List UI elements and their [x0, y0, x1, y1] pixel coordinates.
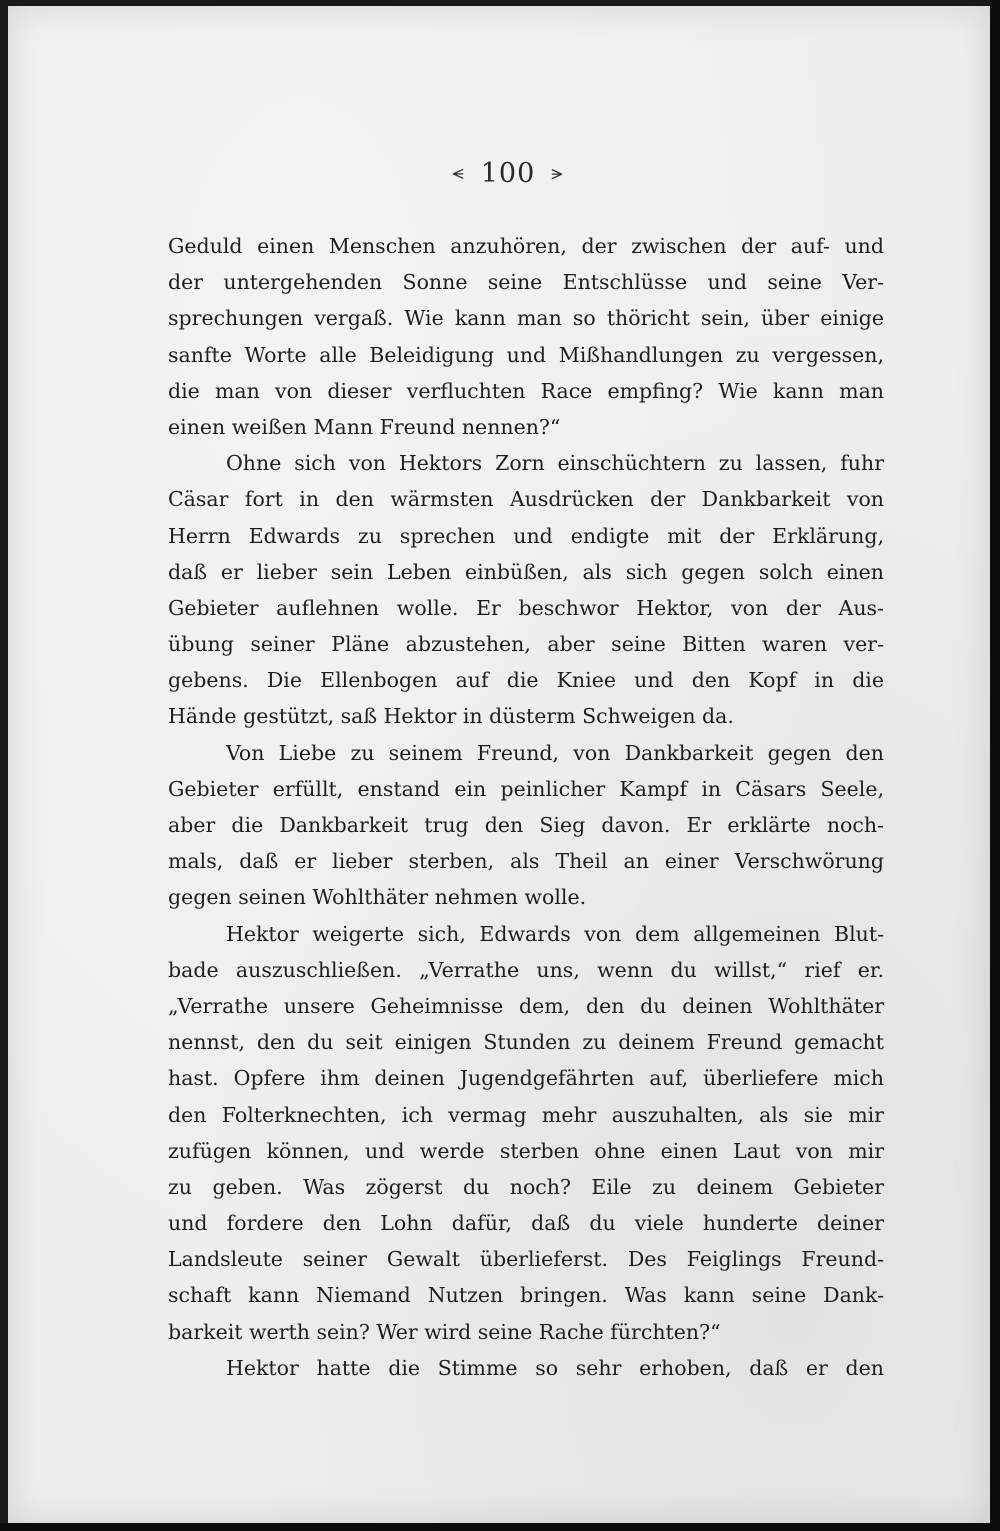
text-line: Hände gestützt, saß Hektor in düsterm Schweigen da. — [168, 704, 734, 729]
text-line: Gebieter auflehnen wolle. Er beschwor Hektor, von der Aus- — [168, 595, 884, 620]
text-line: sprechungen vergaß. Wie kann man so thöricht sein, über einige — [168, 306, 884, 331]
text-line: zu geben. Was zögerst du noch? Eile zu deinem Gebieter — [168, 1174, 884, 1199]
page-number: 100 — [480, 158, 536, 189]
text-line: schaft kann Niemand Nutzen bringen. Was kann seine Dank- — [168, 1283, 884, 1308]
text-line: aber die Dankbarkeit trug den Sieg davon. Er erklärte noch- — [168, 813, 884, 837]
page-header — [8, 158, 1000, 189]
text-line: den Folterknechten, ich vermag mehr auszuhalten, als sie mir — [168, 1102, 884, 1127]
text-line: Herrn Edwards zu sprechen und endigte mit der Erklärung, — [168, 523, 884, 548]
text-line: mals, daß er lieber sterben, als Theil an einer Verschwörung — [168, 849, 884, 874]
book-page — [8, 6, 990, 1524]
text-line: gegen seinen Wohlthäter nehmen wolle. — [168, 885, 587, 910]
body-text — [168, 228, 884, 1386]
text-line: Gebieter erfüllt, enstand ein peinlicher Kampf in Cäsars Seele, — [168, 776, 884, 801]
paragraph-first-line: Hektor weigerte sich, Edwards von dem allgemeinen Blut- — [226, 921, 884, 946]
text-line: und fordere den Lohn dafür, daß du viele hunderte deiner — [168, 1211, 884, 1236]
text-line: Cäsar fort in den wärmsten Ausdrücken der Dankbarkeit von — [168, 487, 884, 512]
text-line: Landsleute seiner Gewalt überlieferst. Des Feiglings Freund- — [168, 1247, 884, 1272]
paragraph-first-line: Von Liebe zu seinem Freund, von Dankbarkeit gegen den — [226, 740, 884, 765]
text-line: nennst, den du seit einigen Stunden zu deinem Freund gemacht — [168, 1030, 884, 1055]
text-line: bade auszuschließen. „Verrathe uns, wenn du willst,“ rief er. — [168, 957, 884, 982]
text-line: zufügen können, und werde sterben ohne einen Laut von mir — [168, 1138, 884, 1163]
text-line: Geduld einen Menschen anzuhören, der zwischen der auf- und — [168, 234, 884, 258]
paragraph-first-line: Hektor hatte die Stimme so sehr erhoben, daß er den — [226, 1355, 884, 1380]
scan-border-bottom — [0, 1523, 1000, 1531]
ornament-right-icon: ⪫ — [551, 160, 564, 184]
ornament-left-icon: ⪪ — [452, 160, 465, 184]
paragraph-first-line: Ohne sich von Hektors Zorn einschüchtern zu lassen, fuhr — [226, 451, 884, 476]
scan-border-right — [990, 0, 1000, 1531]
text-line: barkeit werth sein? Wer wird seine Rache fürchten?“ — [168, 1319, 721, 1344]
text-line: der untergehenden Sonne seine Entschlüsse und seine Ver- — [168, 270, 884, 295]
text-line: gebens. Die Ellenbogen auf die Kniee und den Kopf in die — [168, 668, 884, 693]
text-line: daß er lieber sein Leben einbüßen, als sich gegen solch einen — [168, 559, 884, 584]
text-line: die man von dieser verfluchten Race empfing? Wie kann man — [168, 378, 884, 403]
text-line: sanfte Worte alle Beleidigung und Mißhandlungen zu vergessen, — [168, 342, 884, 367]
text-line: „Verrathe unsere Geheimnisse dem, den du deinen Wohlthäter — [168, 993, 884, 1018]
text-line: einen weißen Mann Freund nennen?“ — [168, 414, 561, 439]
text-line: hast. Opfere ihm deinen Jugendgefährten auf, überliefere mich — [168, 1066, 884, 1091]
text-line: übung seiner Pläne abzustehen, aber seine Bitten waren ver- — [168, 632, 884, 657]
